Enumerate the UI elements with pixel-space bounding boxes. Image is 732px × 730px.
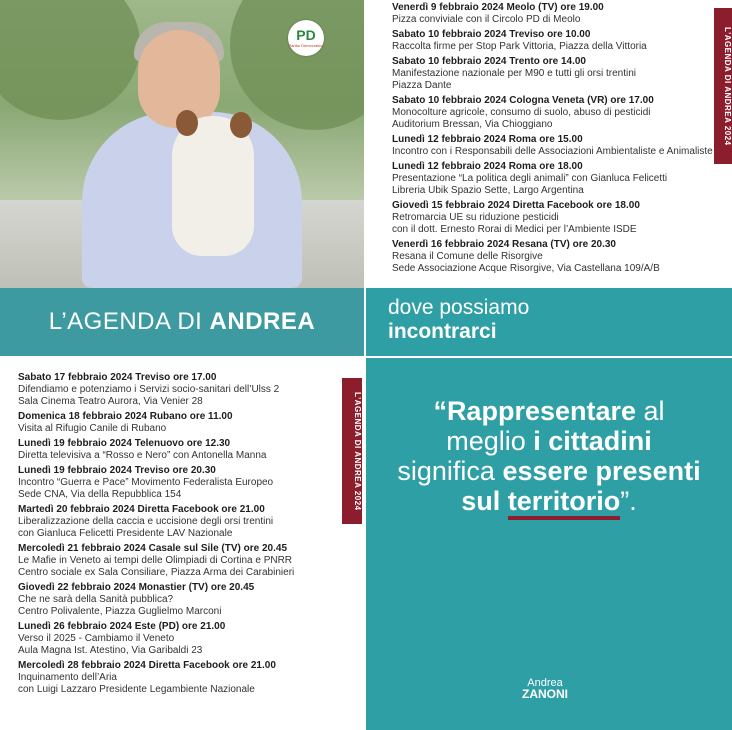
event-heading: Lunedì 26 febbraio 2024 Este (PD) ore 21.00 [18,621,226,632]
event-detail: con Gianluca Felicetti Presidente LAV Nazionale [18,528,233,539]
event-detail: Libreria Ubik Spazio Sette, Largo Argentina [392,185,584,196]
event-detail: Sede Associazione Acque Risorgive, Via Castellana 109/A/B [392,263,660,274]
logo-mark: PD [296,27,316,43]
event-heading: Lunedì 12 febbraio 2024 Roma ore 18.00 [392,161,583,172]
event-item [18,621,340,657]
event-detail: Pizza conviviale con il Circolo PD di Meolo [392,14,581,25]
event-detail: Monocolture agricole, consumo di suolo, abuso di pesticidi [392,107,651,118]
event-heading: Sabato 10 febbraio 2024 Treviso ore 10.00 [392,29,591,40]
event-detail: Sala Cinema Teatro Aurora, Via Venier 28 [18,396,203,407]
event-detail: Liberalizzazione della caccia e uccisione degli orsi trentini [18,516,274,527]
event-item [392,161,714,197]
event-heading: Mercoledì 28 febbraio 2024 Diretta Facebook ore 21.00 [18,660,276,671]
agenda-title [0,308,364,336]
event-detail: Sede CNA, Via della Repubblica 154 [18,489,182,500]
agenda-title-prefix: L’AGENDA DI [48,308,210,335]
event-list [392,2,714,278]
photo-panel [0,0,364,356]
event-detail: Resana il Comune delle Risorgive [392,251,543,262]
event-heading: Venerdì 9 febbraio 2024 Meolo (TV) ore 19.00 [392,2,604,13]
agenda-side-tab [714,8,732,164]
event-heading: Lunedì 19 febbraio 2024 Treviso ore 20.30 [18,465,216,476]
quote-segment: “Rappresentare [433,396,637,426]
quote-segment: al meglio [446,396,665,456]
event-item [392,200,714,236]
event-detail: con il dott. Ernesto Rorai di Medici per l’Ambiente ISDE [392,224,637,235]
event-heading: Mercoledì 21 febbraio 2024 Casale sul Sile (TV) ore 20.45 [18,543,288,554]
event-item [392,2,714,26]
dog-ear [176,110,198,136]
event-detail: Presentazione “La politica degli animali” con Gianluca Felicetti [392,173,668,184]
event-detail: Raccolta firme per Stop Park Vittoria, Piazza della Vittoria [392,41,647,52]
event-detail: Centro Polivalente, Piazza Guglielmo Marconi [18,606,222,617]
event-heading: Lunedì 19 febbraio 2024 Telenuovo ore 12.30 [18,438,231,449]
quote-segment: ”. [620,486,637,516]
event-heading: Giovedì 22 febbraio 2024 Monastier (TV) ore 20.45 [18,582,255,593]
background-tree [0,0,140,120]
event-item [18,660,340,696]
event-item [18,465,340,501]
event-detail: Le Mafie in Veneto ai tempi delle Olimpiadi di Cortina e PNRR [18,555,293,566]
event-detail: Centro sociale ex Sala Consiliare, Piazza Arma dei Carabinieri [18,567,295,578]
quote-text [396,396,702,516]
events-panel-top [366,0,732,356]
agenda-side-tab [342,378,362,524]
agenda-title-name: ANDREA [209,308,316,335]
events-panel-bottom [0,358,364,730]
signature-first-name: Andrea [527,677,563,689]
event-item [392,95,714,131]
event-detail: Auditorium Bressan, Via Chioggiano [392,119,553,130]
event-detail: Verso il 2025 - Cambiamo il Veneto [18,633,175,644]
event-list [18,372,340,699]
event-heading: Lunedì 12 febbraio 2024 Roma ore 15.00 [392,134,583,145]
event-item [392,134,714,158]
event-detail: Inquinamento dell’Aria [18,672,117,683]
signature [522,678,568,700]
event-item [18,372,340,408]
event-heading: Domenica 18 febbraio 2024 Rubano ore 11.00 [18,411,233,422]
event-detail: Incontro con i Responsabili delle Associazioni Ambientaliste e Animaliste [392,146,713,157]
quote-segment: significa [397,456,503,486]
side-tab-label: L’AGENDA DI ANDREA 2024 [723,26,732,146]
event-heading: Venerdì 16 febbraio 2024 Resana (TV) ore 20.30 [392,239,616,250]
teal-banner-text [388,296,529,344]
event-item [18,504,340,540]
event-item [392,56,714,92]
quote-panel [366,358,732,730]
event-heading: Sabato 10 febbraio 2024 Cologna Veneta (VR) ore 17.00 [392,95,654,106]
event-item [18,543,340,579]
event-detail: Manifestazione nazionale per M90 e tutti gli orsi trentini [392,68,637,79]
dog-ear [230,112,252,138]
event-detail: Piazza Dante [392,80,452,91]
quote-segment: essere presenti sul [461,456,701,516]
event-detail: con Luigi Lazzaro Presidente Legambiente Nazionale [18,684,255,695]
event-detail: Difendiamo e potenziamo i Servizi socio-sanitari dell’Ulss 2 [18,384,280,395]
event-item [18,411,340,435]
event-detail: Visita al Rifugio Canile di Rubano [18,423,167,434]
event-item [18,438,340,462]
background-tree [230,0,364,130]
event-item [18,582,340,618]
event-detail: Retromarcia UE su riduzione pesticidi [392,212,559,223]
event-heading: Sabato 17 febbraio 2024 Treviso ore 17.00 [18,372,217,383]
event-detail: Incontro “Guerra e Pace” Movimento Federalista Europeo [18,477,274,488]
quote-segment: territorio [508,486,621,520]
event-detail: Diretta televisiva a “Rosso e Nero” con Antonella Manna [18,450,267,461]
banner-line-1: dove possiamo [388,296,530,319]
event-heading: Martedì 20 febbraio 2024 Diretta Facebook ore 21.00 [18,504,265,515]
event-detail: Che ne sarà della Sanità pubblica? [18,594,174,605]
event-item [392,29,714,53]
event-item [392,239,714,275]
signature-last-name: ZANONI [522,687,568,701]
banner-line-2: incontrarci [388,320,497,343]
quote-segment: i cittadini [533,426,652,456]
event-detail: Aula Magna Ist. Atestino, Via Garibaldi 23 [18,645,203,656]
event-heading: Sabato 10 febbraio 2024 Trento ore 14.00 [392,56,586,67]
side-tab-label: L’AGENDA DI ANDREA 2024 [353,391,362,511]
logo-caption: Partito Democratico [288,43,324,48]
quote-segment [500,486,508,516]
event-heading: Giovedì 15 febbraio 2024 Diretta Facebook ore 18.00 [392,200,640,211]
party-logo [288,20,324,56]
